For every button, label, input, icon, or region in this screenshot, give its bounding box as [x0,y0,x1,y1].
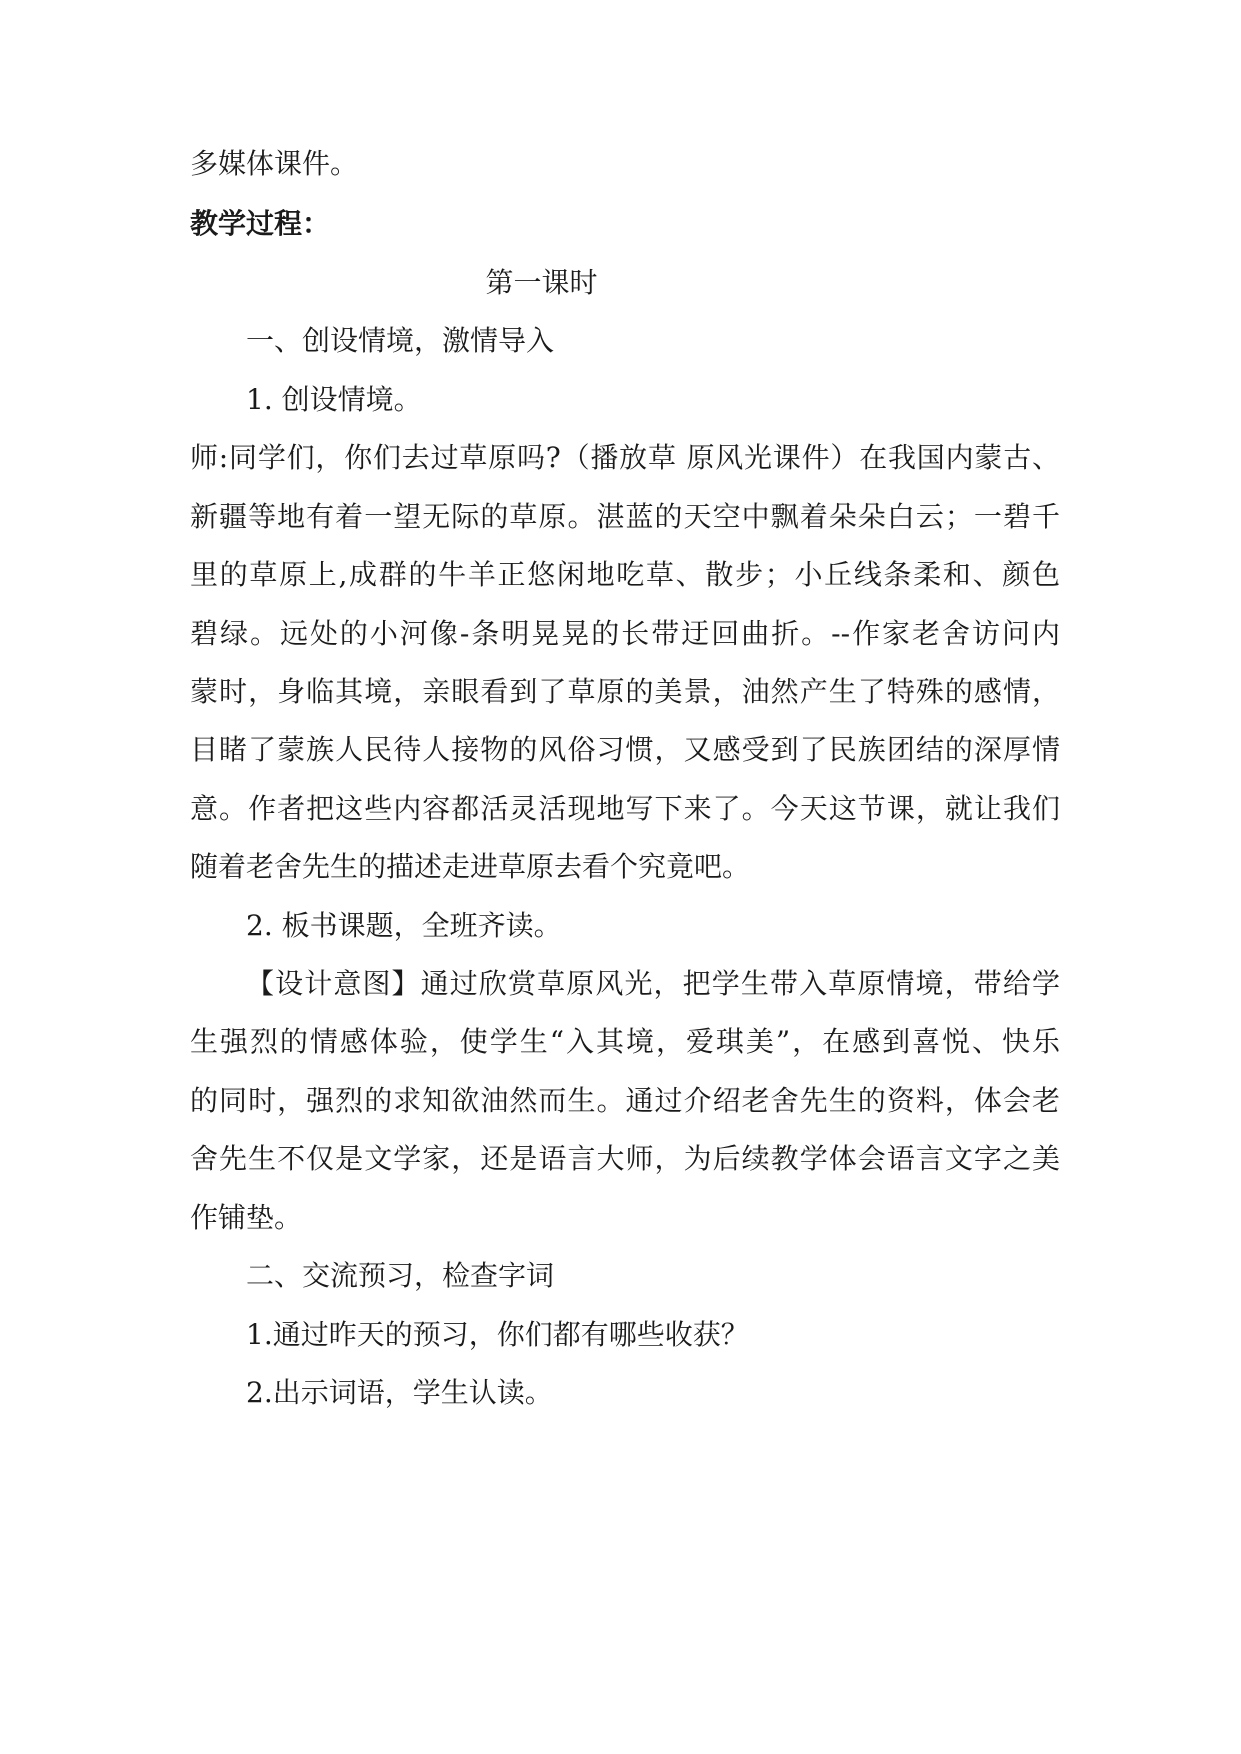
paragraph-line: 作铺垫。 [190,1201,303,1234]
step2-1-item: 1.通过昨天的预习，你们都有哪些收获？ [246,1318,749,1351]
lesson-title: 第一课时 [485,266,598,299]
step1-item: 1. 创设情境。 [246,383,422,416]
paragraph-line: 舍先生不仅是文学家，还是语言大师，为后续教学体会语言文字之美 [190,1142,1060,1175]
paragraph-line: 新疆等地有着一望无际的草原。湛蓝的天空中飘着朵朵白云；一碧千 [190,500,1060,533]
paragraph-line: 的同时，强烈的求知欲油然而生。通过介绍老舍先生的资料，体会老 [190,1084,1060,1117]
paragraph-line: 师:同学们，你们去过草原吗?（播放草 原风光课件）在我国内蒙古、 [190,441,1060,474]
paragraph-line: 目睹了蒙族人民待人接物的风俗习惯，又感受到了民族团结的深厚情 [190,733,1060,766]
paragraph-line: 蒙时，身临其境，亲眼看到了草原的美景，油然产生了特殊的感情， [190,675,1060,708]
materials-line: 多媒体课件。 [190,147,359,180]
paragraph-line: 里的草原上,成群的牛羊正悠闲地吃草、散步；小丘线条柔和、颜色 [190,558,1060,591]
paragraph-line: 碧绿。远处的小河像-条明晃晃的长带迂回曲折。--作家老舍访问内 [190,617,1060,650]
paragraph-line: 生强烈的情感体验，使学生“入其境，爱琪美”，在感到喜悦、快乐 [190,1025,1060,1058]
process-heading: 教学过程： [190,207,331,240]
step2-2-item: 2.出示词语，学生认读。 [246,1376,553,1409]
paragraph-line: 【设计意图】通过欣赏草原风光，把学生带入草原情境，带给学 [246,967,1060,1000]
section2-heading: 二、交流预习，检查字词 [246,1259,555,1292]
paragraph-line: 意。作者把这些内容都活灵活现地写下来了。今天这节课，就让我们 [190,792,1060,825]
section1-heading: 一、创设情境，激情导入 [246,324,555,357]
step2-item: 2. 板书课题，全班齐读。 [246,909,562,942]
paragraph-line: 随着老舍先生的描述走进草原去看个究竟吧。 [190,850,751,883]
